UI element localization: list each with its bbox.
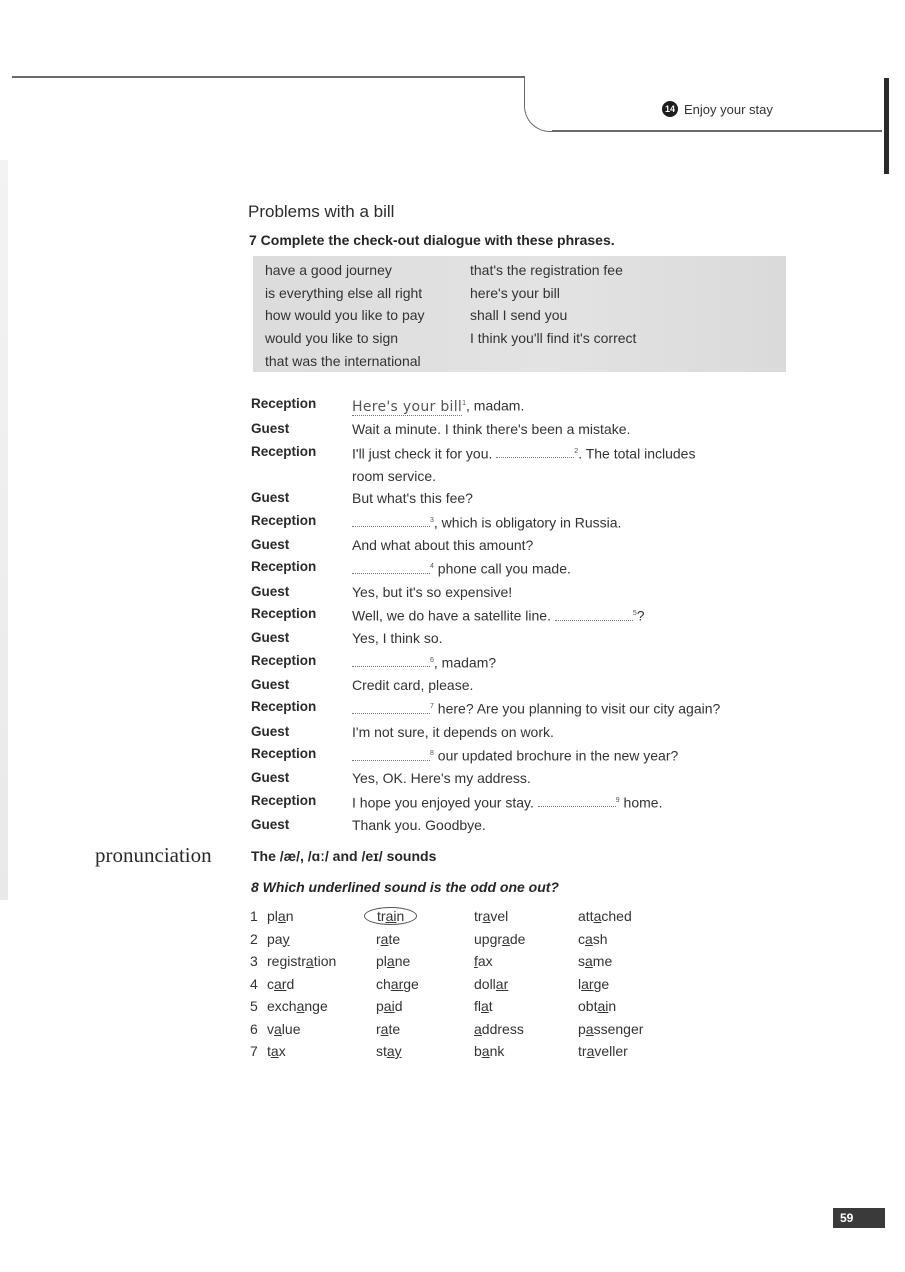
unit-title: Enjoy your stay	[684, 101, 773, 117]
sound-word	[474, 995, 578, 1018]
word: dollar	[474, 975, 509, 992]
word: fax	[474, 953, 493, 969]
word: passenger	[578, 1020, 644, 1037]
dialogue-text: room service.	[352, 467, 437, 484]
sound-word	[376, 928, 474, 951]
dialogue-text: $^3$, which is obligatory in Russia.	[352, 510, 621, 534]
dialogue-line	[251, 674, 811, 697]
dialogue-text: I'll just check it for you. $^2$. The total includes	[352, 445, 696, 462]
sound-row	[250, 950, 668, 973]
item-number: 7	[250, 1043, 258, 1059]
phrase-item: would you like to sign	[265, 330, 399, 347]
sound-word	[250, 905, 376, 928]
dialogue-text: $^4$ phone call you made.	[352, 556, 571, 580]
underlined-sound: a	[296, 998, 305, 1014]
dialogue-line	[251, 556, 811, 580]
sound-row	[250, 995, 668, 1018]
word: stay	[376, 1043, 402, 1059]
dialogue-line	[251, 814, 811, 837]
speaker-label: Reception	[251, 559, 317, 575]
speaker-label: Guest	[251, 630, 290, 646]
sound-word	[474, 1040, 578, 1063]
dialogue-line	[251, 581, 811, 604]
dialogue-text: $^6$, madam?	[352, 650, 496, 674]
item-number: 1	[250, 908, 258, 924]
gap-number: 1	[462, 400, 466, 407]
item-number: 4	[250, 975, 258, 992]
phrase-item: have a good journey	[265, 262, 392, 278]
item-number: 3	[250, 953, 258, 969]
sound-word	[474, 928, 578, 951]
word: pay	[267, 930, 290, 947]
word: card	[267, 975, 295, 992]
answer-blank	[555, 609, 633, 621]
speaker-label: Reception	[251, 699, 317, 715]
sound-word	[250, 1040, 376, 1063]
underlined-sound: a	[585, 1020, 594, 1037]
speaker-label: Guest	[251, 676, 290, 692]
underlined-sound: a	[481, 1043, 490, 1059]
dialogue-text: Here's your bill$^1$, madam.	[352, 397, 525, 415]
exercise-7-title: 7 Complete the check-out dialogue with these phrases.	[249, 232, 615, 248]
answer-blank	[352, 702, 430, 714]
sound-word	[376, 950, 474, 973]
word: registration	[267, 953, 337, 969]
word: obtain	[578, 998, 617, 1014]
sound-row	[250, 973, 668, 996]
sound-word	[376, 1018, 474, 1041]
underlined-sound: a	[585, 953, 593, 969]
underlined-sound: ar	[390, 975, 404, 992]
sound-row	[250, 928, 668, 951]
word: flat	[474, 998, 493, 1014]
speaker-label	[251, 465, 352, 488]
handwritten-answer: Here's your bill	[352, 398, 463, 415]
speaker-label: Guest	[251, 723, 290, 739]
sound-row	[250, 1040, 668, 1063]
phrase-item: is everything else all right	[265, 284, 423, 301]
underlined-sound: f	[474, 953, 478, 969]
sound-word	[474, 950, 578, 973]
sound-word	[250, 995, 376, 1018]
word: cash	[578, 930, 608, 947]
answer-blank	[496, 446, 574, 458]
sound-word	[250, 973, 376, 996]
sound-word	[376, 905, 474, 928]
section-title: Problems with a bill	[248, 202, 395, 221]
sound-word	[578, 995, 668, 1018]
word: traveller	[578, 1043, 628, 1059]
phrase-box	[253, 256, 786, 372]
pronunciation-label: pronunciation	[95, 843, 212, 867]
sound-word	[578, 905, 668, 928]
item-number: 5	[250, 998, 258, 1014]
sound-word	[376, 995, 474, 1018]
sound-word	[250, 1018, 376, 1041]
unit-number-badge: 14	[662, 101, 678, 117]
sound-word	[474, 973, 578, 996]
word: paid	[376, 998, 403, 1014]
sound-row	[250, 905, 668, 928]
dialogue-line	[251, 393, 811, 418]
dialogue-line	[251, 487, 811, 510]
underlined-sound: a	[481, 998, 489, 1014]
word: value	[267, 1020, 301, 1037]
phrase-item: shall I send you	[470, 307, 568, 324]
underlined-sound: ay	[386, 1043, 402, 1059]
speaker-label: Guest	[251, 770, 290, 786]
gap-number: 5	[632, 610, 637, 618]
underlined-sound: a	[380, 1020, 389, 1037]
answer-blank	[352, 562, 430, 574]
speaker-label: Reception	[251, 746, 317, 762]
dialogue-text: I'm not sure, it depends on work.	[352, 723, 554, 740]
word: address	[474, 1020, 524, 1037]
answer-blank	[352, 749, 430, 761]
sound-word	[250, 950, 376, 973]
sound-word	[474, 1018, 578, 1041]
underlined-sound: a	[474, 1020, 482, 1037]
page-edge-bar	[884, 78, 889, 174]
word: rate	[376, 930, 401, 947]
sound-word	[578, 1040, 668, 1063]
answer-blank	[352, 515, 430, 527]
dialogue-line	[251, 767, 811, 790]
speaker-label: Guest	[251, 490, 290, 506]
speaker-label: Guest	[251, 816, 290, 832]
underlined-sound: a	[502, 930, 510, 947]
dialogue-text: Yes, OK. Here's my address.	[352, 770, 531, 787]
word: rate	[376, 1020, 401, 1037]
sound-word	[250, 928, 376, 951]
page-number: 59	[833, 1208, 885, 1228]
underlined-sound: a	[277, 908, 286, 924]
word: charge	[376, 975, 419, 992]
gap-number: 9	[615, 796, 620, 804]
dialogue-line	[251, 418, 811, 441]
dialogue-line	[251, 510, 811, 534]
speaker-label: Reception	[251, 396, 317, 411]
underlined-sound: a	[270, 1043, 279, 1059]
underlined-sound: ai	[383, 998, 395, 1014]
answer-blank	[538, 795, 616, 807]
word: attached	[578, 908, 632, 924]
dialogue-text: Yes, I think so.	[352, 630, 443, 647]
word: plane	[376, 953, 411, 969]
underlined-sound: a	[585, 930, 593, 947]
top-rule	[12, 76, 525, 78]
underlined-sound: ar	[495, 975, 509, 992]
phrase-item: I think you'll find it's correct	[470, 330, 637, 347]
speaker-label: Reception	[251, 443, 317, 459]
phrase-column-2	[470, 259, 636, 350]
word: same	[578, 953, 613, 969]
dialogue-text: And what about this amount?	[352, 536, 534, 553]
underlined-sound: ai	[385, 908, 397, 924]
underlined-sound: ai	[597, 998, 609, 1014]
dialogue	[251, 393, 811, 836]
speaker-label: Guest	[251, 421, 290, 437]
speaker-label: Guest	[251, 536, 290, 552]
gap-number: 8	[430, 750, 434, 758]
pronunciation-heading: The /æ/, /ɑː/ and /eɪ/ sounds	[251, 848, 437, 864]
dialogue-line	[251, 465, 811, 488]
dialogue-text: Well, we do have a satellite line. $^5$?	[352, 607, 645, 624]
sound-word	[578, 950, 668, 973]
underlined-sound: a	[386, 953, 395, 969]
dialogue-text: $^7$ here? Are you planning to visit our city again?	[352, 696, 720, 720]
dialogue-line	[251, 627, 811, 650]
word: tax	[267, 1043, 286, 1059]
gap-number: 4	[430, 563, 434, 571]
answer-blank	[352, 655, 430, 667]
speaker-label: Reception	[251, 606, 317, 622]
word: exchange	[267, 998, 328, 1014]
dialogue-line	[251, 721, 811, 744]
dialogue-text: Thank you. Goodbye.	[352, 816, 486, 833]
dialogue-line	[251, 743, 811, 767]
header-tab-curve	[524, 76, 554, 132]
underlined-sound: y	[282, 930, 290, 947]
dialogue-line	[251, 441, 811, 465]
sound-row	[250, 1018, 668, 1041]
speaker-label: Guest	[251, 583, 290, 599]
sound-word	[474, 905, 578, 928]
sound-word	[578, 973, 668, 996]
dialogue-text: I hope you enjoyed your stay. $^9$ home.	[352, 794, 663, 811]
gap-number: 2	[574, 447, 579, 455]
left-margin-strip	[0, 160, 8, 900]
phrase-item: that's the registration fee	[470, 262, 623, 278]
word: travel	[474, 908, 509, 924]
speaker-label: Reception	[251, 792, 317, 808]
word: bank	[474, 1043, 505, 1059]
word: plan	[267, 908, 294, 924]
underlined-sound: a	[482, 908, 491, 924]
dialogue-text: Wait a minute. I think there's been a mistake.	[352, 421, 631, 438]
sound-word	[376, 1040, 474, 1063]
dialogue-text: But what's this fee?	[352, 490, 473, 507]
dialogue-line	[251, 650, 811, 674]
underlined-sound: a	[305, 953, 314, 969]
gap-number: 7	[430, 703, 434, 711]
sound-word	[578, 928, 668, 951]
underlined-sound: ar	[274, 975, 287, 992]
dialogue-text: Yes, but it's so expensive!	[352, 583, 513, 600]
dialogue-line	[251, 696, 811, 720]
phrase-item: that was the international	[265, 352, 421, 369]
word: large	[578, 975, 610, 992]
sound-word	[578, 1018, 668, 1041]
phrase-item: here's your bill	[470, 284, 560, 301]
circled-answer: train	[364, 907, 417, 925]
sound-word	[376, 973, 474, 996]
exercise-8-title: 8 Which underlined sound is the odd one out?	[251, 879, 559, 895]
item-number: 2	[250, 930, 258, 947]
gap-number: 6	[430, 656, 434, 664]
underlined-sound: a	[593, 908, 602, 924]
dialogue-text: $^8$ our updated brochure in the new year?	[352, 743, 678, 767]
dialogue-text: Credit card, please.	[352, 676, 474, 693]
dialogue-line	[251, 790, 811, 814]
word: upgrade	[474, 930, 526, 947]
gap-number: 3	[430, 516, 434, 524]
underlined-sound: a	[274, 1020, 282, 1037]
speaker-label: Reception	[251, 652, 317, 668]
unit-header	[662, 101, 773, 117]
item-number: 6	[250, 1020, 258, 1037]
underlined-sound: a	[586, 1043, 595, 1059]
phrase-column-1	[265, 259, 425, 373]
phrase-item: how would you like to pay	[265, 307, 425, 324]
header-rule	[552, 130, 882, 132]
speaker-label: Reception	[251, 512, 317, 528]
underlined-sound: ar	[581, 975, 594, 992]
underlined-sound: a	[380, 930, 389, 947]
dialogue-line	[251, 534, 811, 557]
dialogue-line	[251, 603, 811, 627]
sound-table	[250, 905, 668, 1063]
